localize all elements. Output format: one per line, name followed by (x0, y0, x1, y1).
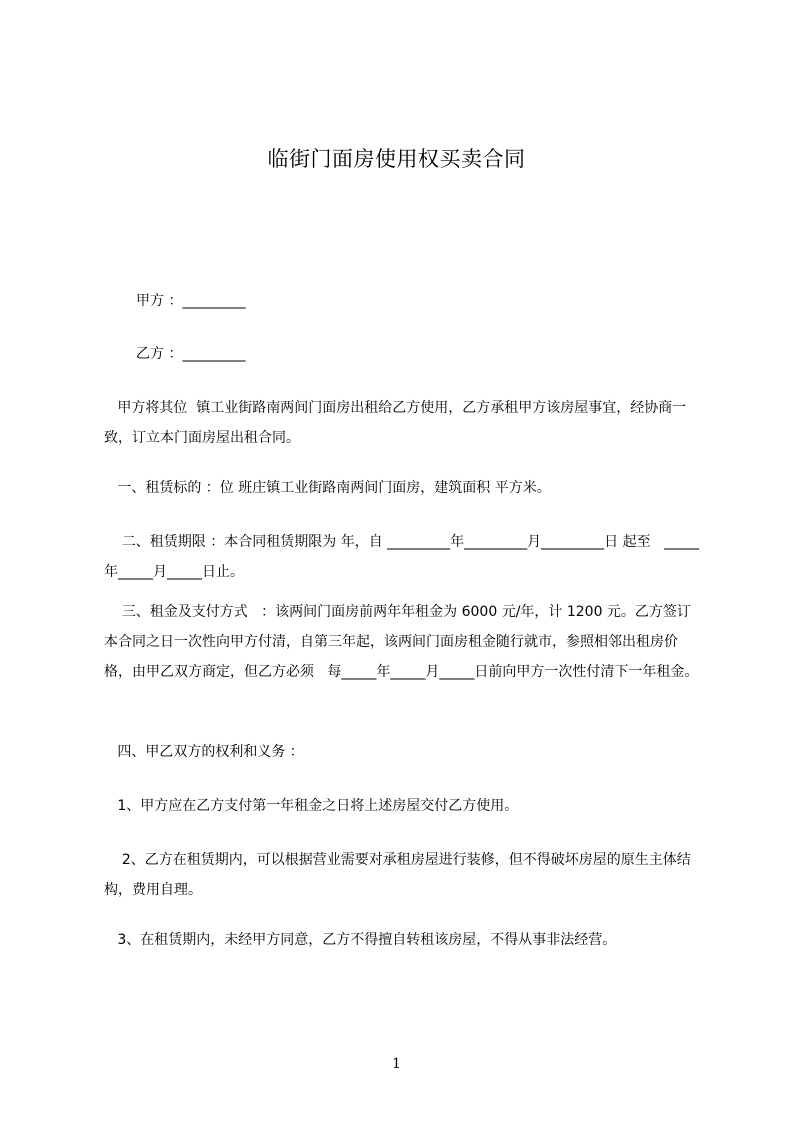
clause-rent-payment: 三、租金及支付方式 ：该两间门面房前两年年租金为 6000 元/年，计 1200 元。乙方签订本合同之日一次性向甲方付清，自第三年起，该两间门面房租金随行就市，参照相邻出租房价格，由甲乙双方商定，但乙方必须 每_____年_____月_____日前向甲方一次性付清下一年租金。 (104, 604, 699, 680)
obligation-item-3: 3、在租赁期内，未经甲方同意，乙方不得擅自转租该房屋，不得从事非法经营。 (104, 932, 617, 948)
intro-paragraph: 甲方将其位 镇工业街路南两间门面房出租给乙方使用，乙方承租甲方该房屋事宜，经协商一致，订立本门面房屋出租合同。 (104, 400, 687, 446)
obligation-item-1: 1、甲方应在乙方支付第一年租金之日将上述房屋交付乙方使用。 (104, 798, 519, 814)
clause-rental-object: 一、租赁标的 ：位 班庄镇工业街路南两间门面房，建筑面积 平方米。 (104, 480, 551, 496)
page-number: 1 (392, 1056, 401, 1072)
party-b-line: 乙方 ：_________ (136, 346, 246, 362)
document-title: 临街门面房使用权买卖合同 (267, 147, 526, 171)
party-a-line: 甲方 ：_________ (136, 293, 246, 309)
obligation-item-2: 2、乙方在租赁期内，可以根据营业需要对承租房屋进行装修，但不得破坏房屋的原生主体结构，费用自理。 (104, 852, 691, 898)
clause-rights-obligations: 四、甲乙双方的权利和义务 ： (104, 744, 304, 760)
clause-rental-term: 二、租赁期限 ：本合同租赁期限为 年，自 _________年_________月_________日 起至 _____年_____月_____日止。 (104, 534, 699, 580)
